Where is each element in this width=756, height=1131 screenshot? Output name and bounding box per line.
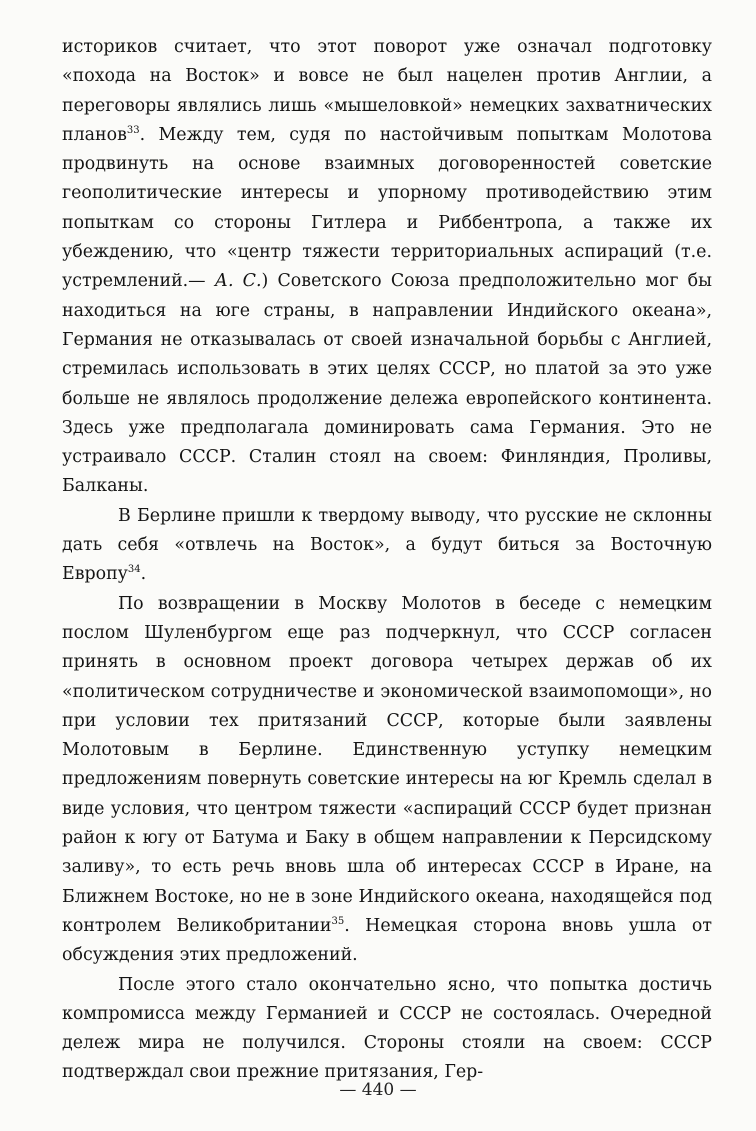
text-segment: . Между тем, судя по настойчивым попыткам Молотова продвинуть на основе взаимных договоренностей советские геополитические интересы и упорному противодействию этим попыткам со стороны Гитлера и Риббентропа, а также их убеждению, что «центр тяжести территориальных аспираций (т.е. устремлений.— [62,124,712,292]
text-segment: историков считает, что этот поворот уже означал подготовку «похода на Восток» и вовсе не был нацелен против Англии, а переговоры являлись лишь «мышеловкой» немецких захватнических планов [62,37,712,145]
text-segment: В Берлине пришли к твердому выводу, что русские не склонны дать себя «отвлечь на Восток», а будут биться за Восточную Европу [62,505,712,585]
text-segment: . [140,564,147,585]
text-segment: . Немецкая сторона вновь ушла от обсуждения этих предложений. [62,915,712,966]
paragraph-1 [62,33,712,502]
text-segment: После этого стало окончательно ясно, что попытка достичь компромисса между Германией и СССР не состоялась. Очередной дележ мира не получился. Стороны стояли на своем: СССР подтверждал свои прежние притязания, Гер- [62,974,712,1083]
footnote-ref-34: 34 [127,564,141,576]
text-segment: По возвращении в Москву Молотов в беседе с немецким послом Шуленбургом еще раз подчеркнул, что СССР согласен принять в основном проект договора четырех держав об их «политическом сотрудничестве и экономической взаимопомощи», но при условии тех притязаний СССР, которые были заявлены Молотовым в Берлине. Единственную уступку немецким предложениям повернуть советские интересы на юг Кремль сделал в виде условия, что центром тяжести «аспираций СССР будет признан район к югу от Батума и Баку в общем направлении к Персидскому заливу», то есть речь вновь шла об интересах СССР в Иране, на Ближнем Востоке, но не в зоне Индийского океана, находящейся под контролем Великобритании [62,593,712,936]
footnote-ref-33: 33 [126,125,140,137]
page-number: — 440 — [339,1080,417,1100]
author-initials: А. С. [214,271,262,292]
body-text [62,33,712,1088]
paragraph-2 [62,502,712,590]
footnote-ref-35: 35 [331,916,345,928]
paragraph-3 [62,590,712,971]
paragraph-4 [62,971,712,1088]
text-segment: ) Советского Союза предположительно мог бы находиться на юге страны, в направлении Индийского океана», Германия не отказывалась от своей изначальной борьбы с Англией, стремилась использовать в этих целях СССР, но платой за это уже больше не являлось продолжение дележа европейского континента. Здесь уже предполагала доминировать сама Германия. Это не устраивало СССР. Сталин стоял на своем: Финляндия, Проливы, Балканы. [62,271,712,497]
